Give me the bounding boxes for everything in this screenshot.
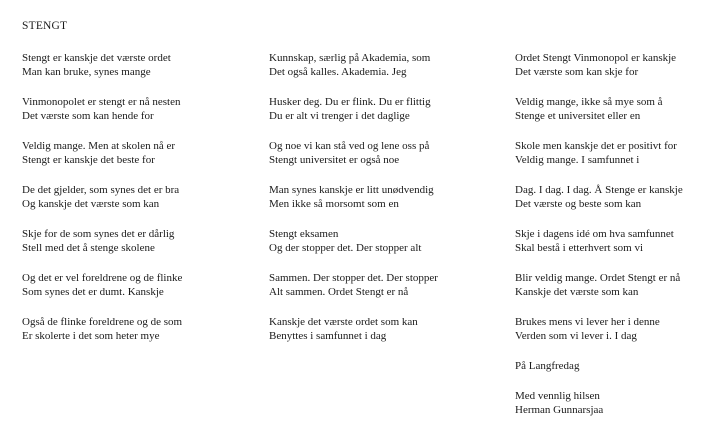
poem-line: Skole men kanskje det er positivt for	[515, 140, 677, 152]
stanza	[515, 271, 715, 299]
poem-line: Kanskje det værste ordet som kan	[269, 316, 418, 328]
poem-line: De det gjelder, som synes det er bra	[22, 184, 180, 196]
stanza	[515, 315, 715, 343]
poem-line: Skal bestå i etterhvert som vi	[515, 242, 643, 254]
stanza	[22, 183, 222, 211]
poem-column-2	[269, 51, 469, 359]
poem-column-3	[515, 51, 715, 433]
poem-line: Det også kalles. Akademia. Jeg	[269, 66, 407, 78]
stanza	[22, 95, 222, 123]
poem-line: Og kanskje det værste som kan	[22, 198, 160, 210]
poem-line: Og noe vi kan stå ved og lene oss på	[269, 140, 430, 152]
stanza	[269, 51, 469, 79]
poem-line: Dag. I dag. I dag. Å Stenge er kanskje	[515, 184, 683, 196]
poem-line: Vinmonopolet er stengt er nå nesten	[22, 96, 181, 108]
poem-line: Stengt eksamen	[269, 228, 339, 240]
poem-line: Blir veldig mange. Ordet Stengt er nå	[515, 272, 681, 284]
poem-line: Man synes kanskje er litt unødvendig	[269, 184, 434, 196]
stanza	[22, 271, 222, 299]
poem-line: Man kan bruke, synes mange	[22, 66, 151, 78]
poem-line: Og det er vel foreldrene og de flinke	[22, 272, 183, 284]
stanza	[269, 315, 469, 343]
poem-line: Ordet Stengt Vinmonopol er kanskje	[515, 52, 677, 64]
poem-line: Kanskje det værste som kan	[515, 286, 639, 298]
stanza	[515, 227, 715, 255]
stanza	[515, 183, 715, 211]
poem-line: Skje i dagens idé om hva samfunnet	[515, 228, 674, 240]
poem-line: Det værste og beste som kan	[515, 198, 642, 210]
poem-line: På Langfredag	[515, 360, 580, 372]
poem-line: Brukes mens vi lever her i denne	[515, 316, 660, 328]
poem-line: Husker deg. Du er flink. Du er flittig	[269, 96, 431, 108]
poem-line: Men ikke så morsomt som en	[269, 198, 399, 210]
stanza	[515, 139, 715, 167]
poem-line: Også de flinke foreldrene og de som	[22, 316, 183, 328]
stanza	[515, 51, 715, 79]
poem-line: Veldig mange. Men at skolen nå er	[22, 140, 176, 152]
poem-line: Stenge et universitet eller en	[515, 110, 641, 122]
poem-title: STENGT	[22, 20, 68, 32]
stanza	[22, 139, 222, 167]
poem-line: Som synes det er dumt. Kanskje	[22, 286, 164, 298]
stanza	[269, 139, 469, 167]
poem-line: Verden som vi lever i. I dag	[515, 330, 637, 342]
poem-line: Stengt er kanskje det værste ordet	[22, 52, 171, 64]
poem-line: Det værste som kan hende for	[22, 110, 154, 122]
stanza	[269, 227, 469, 255]
poem-line: Stell med det å stenge skolene	[22, 242, 155, 254]
poem-line: Med vennlig hilsen	[515, 390, 600, 402]
poem-line: Veldig mange. I samfunnet i	[515, 154, 640, 166]
stanza	[269, 271, 469, 299]
poem-line: Stengt er kanskje det beste for	[22, 154, 155, 166]
poem-line: Alt sammen. Ordet Stengt er nå	[269, 286, 409, 298]
stanza	[515, 359, 715, 373]
poem-line: Det værste som kan skje for	[515, 66, 639, 78]
poem-line: Benyttes i samfunnet i dag	[269, 330, 387, 342]
stanza	[515, 389, 715, 417]
stanza	[515, 95, 715, 123]
stanza	[22, 51, 222, 79]
poem-line: Sammen. Der stopper det. Der stopper	[269, 272, 438, 284]
stanza	[22, 315, 222, 343]
poem-line: Og der stopper det. Der stopper alt	[269, 242, 422, 254]
poem-column-1	[22, 51, 222, 359]
stanza	[269, 183, 469, 211]
poem-line: Herman Gunnarsjaa	[515, 404, 604, 416]
stanza	[22, 227, 222, 255]
poem-line: Stengt universitet er også noe	[269, 154, 400, 166]
poem-line: Veldig mange, ikke så mye som å	[515, 96, 663, 108]
poem-line: Kunnskap, særlig på Akademia, som	[269, 52, 431, 64]
poem-line: Du er alt vi trenger i det daglige	[269, 110, 410, 122]
poem-line: Er skolerte i det som heter mye	[22, 330, 160, 342]
poem-line: Skje for de som synes det er dårlig	[22, 228, 175, 240]
stanza	[269, 95, 469, 123]
